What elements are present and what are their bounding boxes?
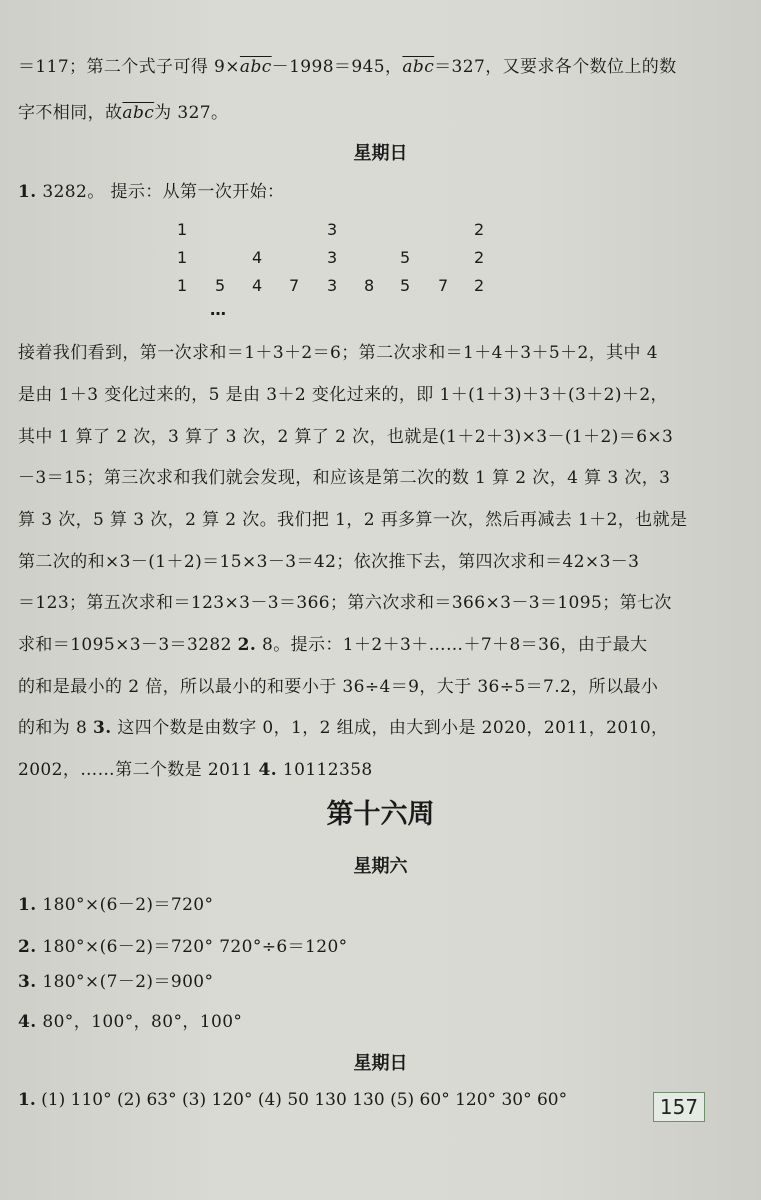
paragraph-line	[18, 716, 721, 740]
overlined-abc: $\overline{abc}$	[122, 103, 155, 123]
paragraph-line	[18, 633, 721, 657]
text-fragment: －1998＝945，	[271, 57, 403, 77]
section-heading-sunday: 星期日	[353, 143, 408, 164]
grid-number: 3	[327, 248, 338, 267]
text-fragment: 为 327。	[154, 103, 229, 123]
grid-number: 1	[177, 220, 188, 239]
text-fragment: 2002，……第二个数是 2011	[18, 760, 259, 780]
grid-number: 5	[215, 276, 226, 295]
answer-line	[18, 1088, 651, 1112]
grid-number: 7	[289, 276, 300, 295]
answer-text: 180°×(6－2)＝720°	[42, 895, 214, 915]
question-number: 2.	[237, 635, 257, 655]
question-text: 3282。 提示：从第一次开始：	[42, 182, 285, 202]
question-number: 1.	[18, 1090, 36, 1110]
grid-number: 8	[364, 276, 375, 295]
grid-number: 4	[252, 276, 263, 295]
page-number-badge: 157	[653, 1092, 705, 1122]
question-number: 3.	[18, 972, 37, 992]
grid-number: 5	[400, 276, 411, 295]
text-fragment: 8。提示：1＋2＋3＋……＋7＋8＝36，由于最大	[256, 635, 648, 655]
paragraph-line: 接着我们看到，第一次求和＝1＋3＋2＝6；第二次求和＝1＋4＋3＋5＋2，其中 4	[18, 343, 658, 363]
grid-number: 3	[327, 220, 338, 239]
text-fragment: 的和为 8	[18, 718, 94, 738]
text-line	[18, 55, 721, 79]
text-fragment: 这四个数是由数字 0，1，2 组成，由大到小是 2020，2011，2010，	[111, 718, 669, 738]
answer-line	[18, 893, 721, 917]
paragraph-line: 是由 1＋3 变化过来的，5 是由 3＋2 变化过来的，即 1＋(1＋3)＋3＋(3＋2)＋2，	[18, 385, 668, 405]
paragraph-line: －3＝15；第三次求和我们就会发现，和应该是第二次的数 1 算 2 次，4 算 3 次，3	[18, 468, 671, 488]
grid-number: 2	[474, 276, 485, 295]
grid-number: 1	[177, 276, 188, 295]
answer-line	[18, 970, 721, 994]
question-number: 4.	[18, 1012, 37, 1032]
grid-number: 3	[327, 276, 338, 295]
number-pattern-grid	[170, 220, 510, 320]
question-line	[18, 180, 721, 204]
answer-line	[18, 1010, 721, 1034]
section-heading-sunday-week16: 星期日	[353, 1053, 408, 1074]
grid-number: 5	[400, 248, 411, 267]
question-number: 3.	[93, 718, 112, 738]
answer-text: 180°×(7－2)＝900°	[42, 972, 214, 992]
paragraph-line: ＝123；第五次求和＝123×3－3＝366；第六次求和＝366×3－3＝1095；第七次	[18, 593, 672, 613]
grid-number: 4	[252, 248, 263, 267]
text-fragment: ＝327，又要求各个数位上的数	[434, 57, 677, 77]
question-number: 1.	[18, 895, 37, 915]
overlined-abc: $\overline{abc}$	[402, 57, 435, 77]
text-fragment: 10112358	[277, 760, 373, 780]
question-number: 4.	[258, 760, 278, 780]
answer-text: 180°×(6－2)＝720° 720°÷6＝120°	[42, 937, 348, 957]
paragraph-line: 其中 1 算了 2 次，3 算了 3 次，2 算了 2 次，也就是(1＋2＋3)×3－(1＋2)＝6×3	[18, 427, 674, 447]
text-fragment: 求和＝1095×3－3＝3282	[18, 635, 238, 655]
paragraph-line: 的和是最小的 2 倍，所以最小的和要小于 36÷4＝9，大于 36÷5＝7.2，所以最小	[18, 677, 659, 697]
grid-number: 7	[438, 276, 449, 295]
grid-number: 1	[177, 248, 188, 267]
grid-ellipsis: …	[210, 300, 226, 319]
paragraph-line: 第二次的和×3－(1＋2)＝15×3－3＝42；依次推下去，第四次求和＝42×3－3	[18, 552, 640, 572]
grid-number: 2	[474, 220, 485, 239]
text-line	[18, 101, 721, 125]
answer-text: (1) 110° (2) 63° (3) 120° (4) 50 130 130 (5) 60° 120° 30° 60°	[41, 1090, 568, 1110]
answer-text: 80°，100°，80°，100°	[42, 1012, 243, 1032]
paragraph-line: 算 3 次，5 算 3 次，2 算 2 次。我们把 1，2 再多算一次，然后再减去 1＋2，也就是	[18, 510, 688, 530]
grid-number: 2	[474, 248, 485, 267]
text-fragment: 字不相同，故	[18, 103, 123, 123]
paragraph-line	[18, 758, 721, 782]
question-number: 2.	[18, 937, 37, 957]
text-fragment: ＝117；第二个式子可得 9×	[18, 57, 240, 77]
overlined-abc: $\overline{abc}$	[239, 57, 272, 77]
answer-line	[18, 935, 721, 959]
section-heading-saturday: 星期六	[353, 856, 408, 877]
week-title: 第十六周	[326, 799, 435, 830]
question-number: 1.	[18, 182, 37, 202]
